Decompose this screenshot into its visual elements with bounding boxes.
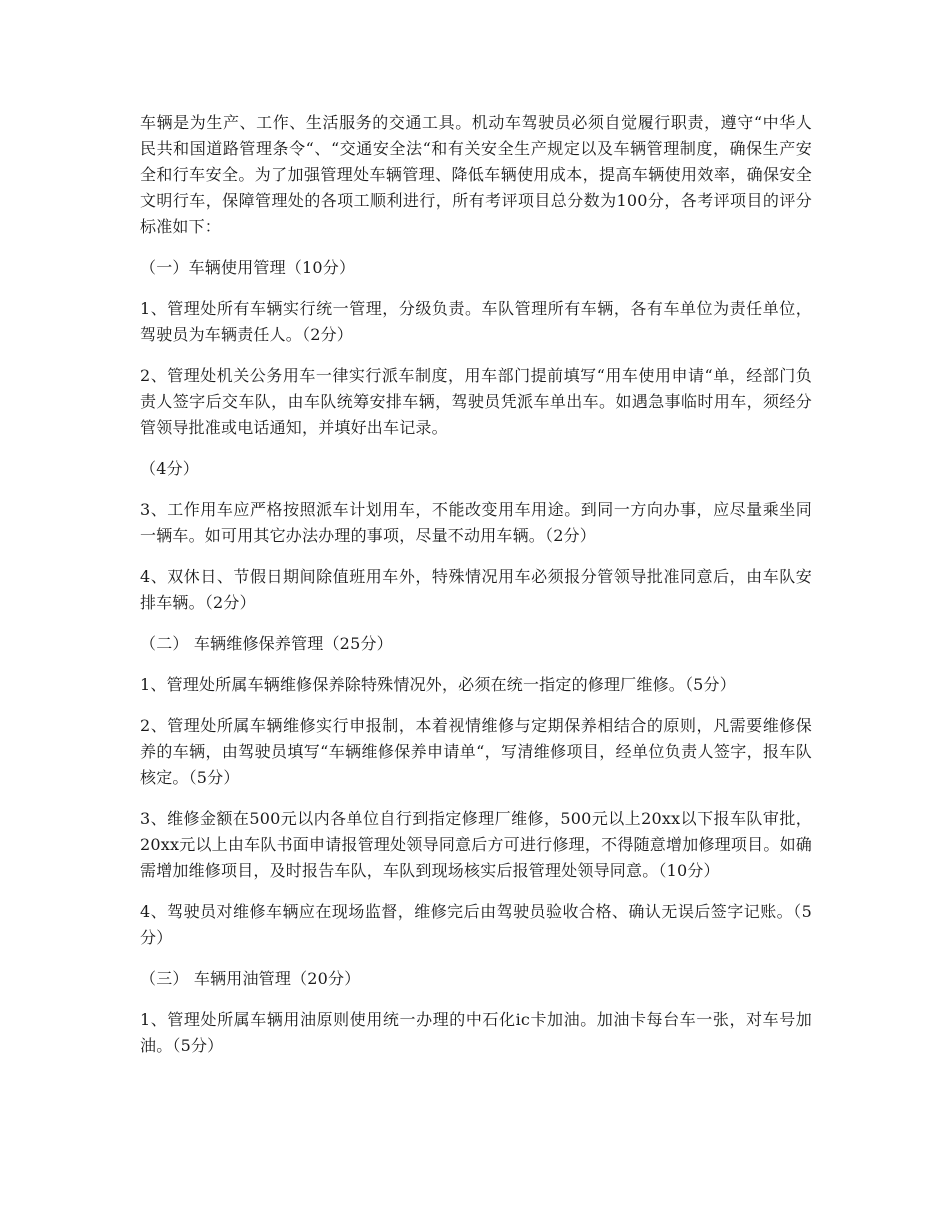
section-heading-maintenance: （二） 车辆维修保养管理（25分）	[140, 634, 393, 653]
clause-paragraph: 4、双休日、节假日期间除值班用车外，特殊情况用车必须报分管领导批准同意后，由车队安排车辆。（2分）	[140, 567, 812, 612]
score-note: （4分）	[140, 459, 199, 478]
clause-paragraph: 2、管理处机关公务用车一律实行派车制度，用车部门提前填写“用车使用申请“单，经部门负责人签字后交车队，由车队统筹安排车辆，驾驶员凭派车单出车。如遇急事临时用车，须经分管领导批准或电话通知，并填好出车记录。	[140, 366, 812, 437]
clause-paragraph: 1、管理处所属车辆维修保养除特殊情况外，必须在统一指定的修理厂维修。（5分）	[140, 675, 736, 694]
clause-paragraph: 1、管理处所属车辆用油原则使用统一办理的中石化ic卡加油。加油卡每台车一张，对车号加油。（5分）	[140, 1010, 812, 1055]
intro-paragraph: 车辆是为生产、工作、生活服务的交通工具。机动车驾驶员必须自觉履行职责，遵守“中华人民共和国道路管理条令“、“交通安全法“和有关安全生产规定以及车辆管理制度，确保生产安全和行车安全。为了加强管理处车辆管理、降低车辆使用成本，提高车辆使用效率，确保安全文明行车，保障管理处的各项工顺利进行，所有考评项目总分数为100分，各考评项目的评分标准如下：	[140, 113, 812, 236]
clause-paragraph: 1、管理处所有车辆实行统一管理，分级负责。车队管理所有车辆，各有车单位为责任单位，驾驶员为车辆责任人。（2分）	[140, 299, 812, 344]
clause-paragraph: 4、驾驶员对维修车辆应在现场监督，维修完后由驾驶员验收合格、确认无误后签字记账。（5分）	[140, 902, 812, 947]
clause-paragraph: 3、维修金额在500元以内各单位自行到指定修理厂维修，500元以上20xx以下报车队审批，20xx元以上由车队书面申请报管理处领导同意后方可进行修理，不得随意增加修理项目。如确需增加维修项目，及时报告车队，车队到现场核实后报管理处领导同意。（10分）	[140, 809, 812, 880]
document-page	[140, 110, 812, 1074]
section-heading-vehicle-use: （一）车辆使用管理（10分）	[140, 258, 356, 277]
clause-paragraph: 2、管理处所属车辆维修实行申报制，本着视情维修与定期保养相结合的原则，凡需要维修保养的车辆，由驾驶员填写“车辆维修保养申请单“，写清维修项目，经单位负责人签字，报车队核定。（5分）	[140, 716, 812, 787]
clause-paragraph: 3、工作用车应严格按照派车计划用车，不能改变用车用途。到同一方向办事，应尽量乘坐同一辆车。如可用其它办法办理的事项，尽量不动用车辆。（2分）	[140, 500, 812, 545]
section-heading-fuel: （三） 车辆用油管理（20分）	[140, 969, 361, 988]
